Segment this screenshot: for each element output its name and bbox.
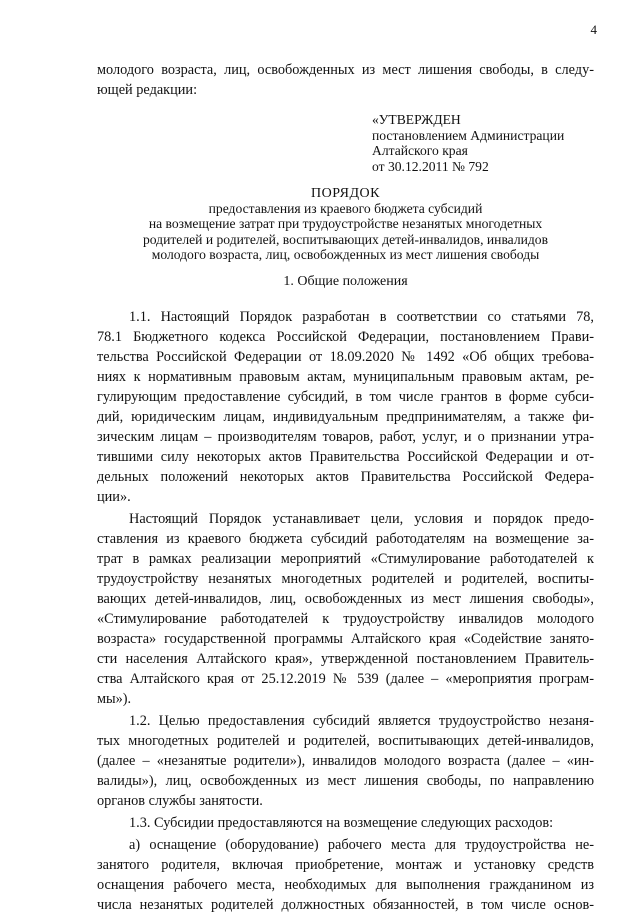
approval-stamp <box>372 112 564 174</box>
body-line: возраста» государственной программы Алтайского края «Содействие занято- <box>97 631 594 647</box>
body-line: органов службы занятости. <box>97 793 263 809</box>
body-line: 1.3. Субсидии предоставляются на возмещение следующих расходов: <box>129 815 554 831</box>
body-line: вающих детей-инвалидов, лиц, освобожденных из мест лишения свободы», <box>97 591 594 607</box>
body-line: занятого родителя, включая приобретение, монтаж и установку средств <box>97 857 594 873</box>
body-line: ции». <box>97 489 131 505</box>
body-line: трат в рамках реализации мероприятий «Стимулирование работодателей к <box>97 551 594 567</box>
body-line: тых многодетных родителей и родителей, воспитывающих детей-инвалидов, <box>97 733 594 749</box>
body-line: (далее – «незанятые родители»), инвалидов молодого возраста (далее – «ин- <box>97 753 594 769</box>
body-line: тельства Российской Федерации от 18.09.2020 № 1492 «Об общих требова- <box>97 349 594 365</box>
body-line: Настоящий Порядок устанавливает цели, условия и порядок предо- <box>129 511 594 527</box>
body-line: дий, юридическим лицам, индивидуальным предпринимателям, а также фи- <box>97 409 594 425</box>
body-line: гулирующим предоставление субсидий, в том числе грантов в форме субси- <box>97 389 594 405</box>
title-line: родителей и родителей, воспитывающих детей-инвалидов, инвалидов <box>142 231 549 247</box>
approval-line: постановлением Администрации <box>372 127 565 143</box>
intro-line: ющей редакции: <box>97 82 198 98</box>
body-line: «Стимулирование работодателей к трудоустройству инвалидов молодого <box>97 611 594 627</box>
title-line: на возмещение затрат при трудоустройстве незанятых многодетных <box>148 216 543 232</box>
body-line: 1.1. Настоящий Порядок разработан в соответствии со статьями 78, <box>129 309 594 325</box>
body-line: мы»). <box>97 691 132 707</box>
section-heading: 1. Общие положения <box>283 274 408 289</box>
body-line: ставления из краевого бюджета субсидий работодателям на возмещение за- <box>97 531 594 547</box>
body-line: сти населения Алтайского края», утвержденной постановлением Правитель- <box>97 651 594 667</box>
body-line: а) оснащение (оборудование) рабочего места для трудоустройства не- <box>129 837 594 853</box>
body-line: зическим лицам – производителям товаров, работ, услуг, и о признании утра- <box>97 429 594 445</box>
body-line: оснащения рабочего места, необходимых для выполнения гражданином из <box>97 877 594 893</box>
body-line: 1.2. Целью предоставления субсидий является трудоустройство незаня- <box>129 713 594 729</box>
title-line: молодого возраста, лиц, освобожденных из мест лишения свободы <box>151 246 540 262</box>
approval-line: от 30.12.2011 № 792 <box>372 158 489 174</box>
title-line: предоставления из краевого бюджета субсидий <box>208 201 483 217</box>
body-line: дельных положений некоторых актов Правительства Российской Федера- <box>97 469 594 485</box>
page-number: 4 <box>590 22 597 37</box>
body-line: валиды»), лиц, освобожденных из мест лишения свободы, по направлению <box>97 773 594 789</box>
title-heading: ПОРЯДОК <box>311 186 380 201</box>
body-line: ства Алтайского края от 25.12.2019 № 539 (далее – «мероприятия програм- <box>97 671 594 687</box>
body-line: числа незанятых родителей должностных обязанностей, в том числе основ- <box>97 897 594 913</box>
body-line: трудоустройству незанятых многодетных родителей и родителей, воспиты- <box>97 571 594 587</box>
body-line: ниях к нормативным правовым актам, муниципальным правовым актам, ре- <box>97 369 594 385</box>
body-line: тившими силу некоторых актов Правительства Российской Федерации и от- <box>97 449 594 465</box>
intro-line: молодого возраста, лиц, освобожденных из мест лишения свободы, в следу- <box>97 62 594 78</box>
document-title <box>97 186 594 262</box>
body-line: 78.1 Бюджетного кодекса Российской Федерации, постановлением Прави- <box>97 329 594 345</box>
approval-line: Алтайского края <box>372 143 468 158</box>
approval-line: «УТВЕРЖДЕН <box>372 112 461 127</box>
